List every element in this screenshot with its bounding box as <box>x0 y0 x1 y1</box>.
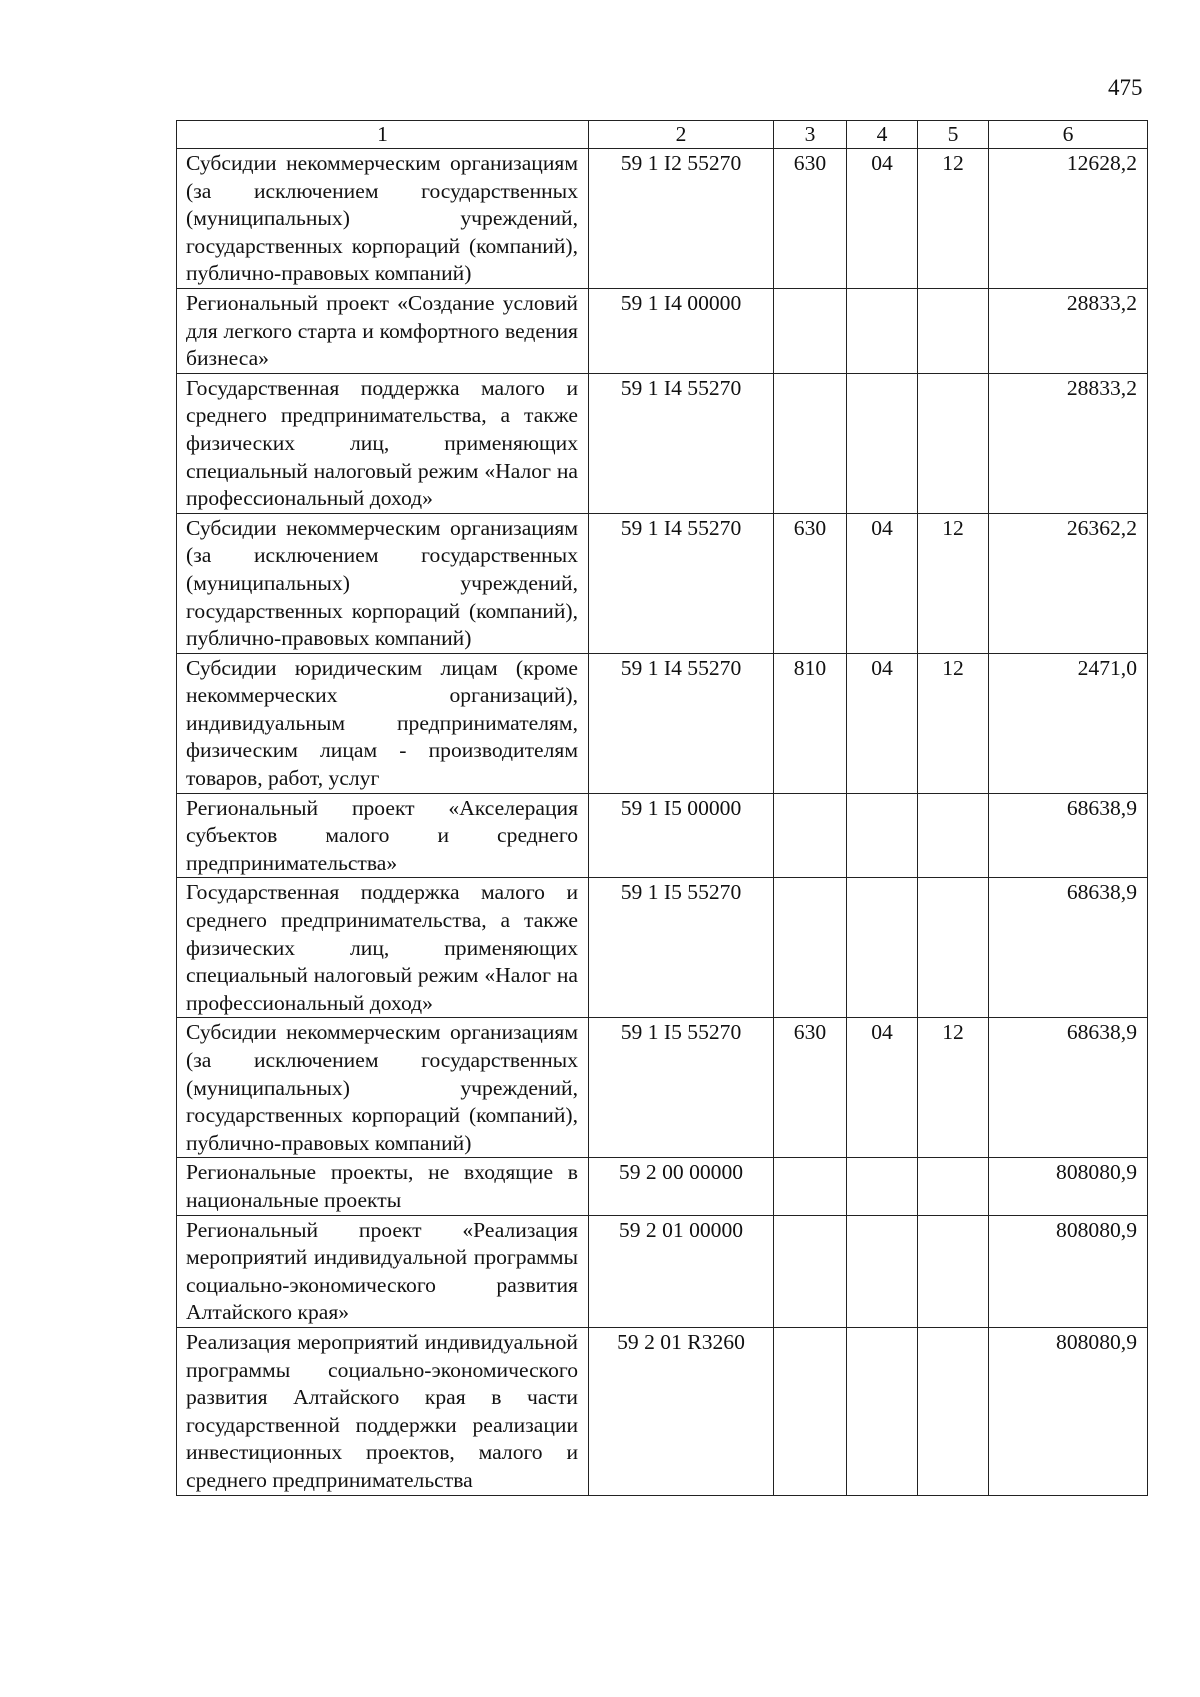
table-row <box>177 793 1148 878</box>
row-code: 59 1 I5 55270 <box>589 878 774 1018</box>
row-col4: 04 <box>847 1018 918 1158</box>
row-col3 <box>774 1215 847 1327</box>
row-col3: 630 <box>774 513 847 653</box>
row-col3 <box>774 373 847 513</box>
row-code: 59 2 01 00000 <box>589 1215 774 1327</box>
row-col4 <box>847 1327 918 1495</box>
table-row <box>177 288 1148 373</box>
row-col5 <box>918 878 989 1018</box>
table-row <box>177 373 1148 513</box>
budget-table <box>176 120 1148 1496</box>
row-amount: 808080,9 <box>989 1327 1148 1495</box>
row-amount: 26362,2 <box>989 513 1148 653</box>
row-amount: 808080,9 <box>989 1158 1148 1215</box>
row-col3: 810 <box>774 653 847 793</box>
table-row <box>177 878 1148 1018</box>
row-col4 <box>847 1215 918 1327</box>
row-name: Региональные проекты, не входящие в национальные проекты <box>177 1158 589 1215</box>
row-col4 <box>847 1158 918 1215</box>
row-code: 59 1 I4 55270 <box>589 373 774 513</box>
table-row <box>177 1018 1148 1158</box>
row-code: 59 1 I2 55270 <box>589 149 774 289</box>
column-header: 3 <box>774 121 847 149</box>
table-row <box>177 513 1148 653</box>
row-amount: 68638,9 <box>989 1018 1148 1158</box>
row-col4: 04 <box>847 653 918 793</box>
table-row <box>177 653 1148 793</box>
row-name: Субсидии юридическим лицам (кроме некоммерческих организаций), индивидуальным предпринимателям, физическим лицам - производителям товаров, работ, услуг <box>177 653 589 793</box>
row-code: 59 1 I4 00000 <box>589 288 774 373</box>
row-col3 <box>774 793 847 878</box>
table-header <box>177 121 1148 149</box>
column-header: 6 <box>989 121 1148 149</box>
row-col5: 12 <box>918 149 989 289</box>
column-header: 1 <box>177 121 589 149</box>
row-amount: 28833,2 <box>989 373 1148 513</box>
column-header: 5 <box>918 121 989 149</box>
row-col5 <box>918 373 989 513</box>
row-col5: 12 <box>918 513 989 653</box>
table-row <box>177 1158 1148 1215</box>
column-header: 2 <box>589 121 774 149</box>
row-col4 <box>847 288 918 373</box>
row-amount: 28833,2 <box>989 288 1148 373</box>
row-col5: 12 <box>918 653 989 793</box>
row-code: 59 1 I5 00000 <box>589 793 774 878</box>
page-number: 475 <box>1108 75 1143 100</box>
row-col5 <box>918 793 989 878</box>
header-row <box>177 121 1148 149</box>
row-col3 <box>774 878 847 1018</box>
row-name: Государственная поддержка малого и среднего предпринимательства, а также физических лиц, применяющих специальный налоговый режим «Налог на профессиональный доход» <box>177 878 589 1018</box>
row-name: Субсидии некоммерческим организациям (за исключением государственных (муниципальных) учреждений, государственных корпораций (компаний), публично-правовых компаний) <box>177 513 589 653</box>
row-name: Субсидии некоммерческим организациям (за исключением государственных (муниципальных) учреждений, государственных корпораций (компаний), публично-правовых компаний) <box>177 149 589 289</box>
row-name: Региональный проект «Создание условий для легкого старта и комфортного ведения бизнеса» <box>177 288 589 373</box>
column-header: 4 <box>847 121 918 149</box>
row-name: Региональный проект «Реализация мероприятий индивидуальной программы социально-экономического развития Алтайского края» <box>177 1215 589 1327</box>
row-col5: 12 <box>918 1018 989 1158</box>
row-col3 <box>774 1158 847 1215</box>
row-name: Субсидии некоммерческим организациям (за исключением государственных (муниципальных) учреждений, государственных корпораций (компаний), публично-правовых компаний) <box>177 1018 589 1158</box>
row-name: Государственная поддержка малого и среднего предпринимательства, а также физических лиц, применяющих специальный налоговый режим «Налог на профессиональный доход» <box>177 373 589 513</box>
table-row <box>177 1327 1148 1495</box>
row-col4 <box>847 878 918 1018</box>
row-col4 <box>847 373 918 513</box>
table-row <box>177 1215 1148 1327</box>
row-col5 <box>918 1327 989 1495</box>
row-name: Региональный проект «Акселерация субъектов малого и среднего предпринимательства» <box>177 793 589 878</box>
row-col3 <box>774 288 847 373</box>
row-code: 59 1 I5 55270 <box>589 1018 774 1158</box>
row-col5 <box>918 1158 989 1215</box>
row-code: 59 1 I4 55270 <box>589 653 774 793</box>
table-body <box>177 149 1148 1496</box>
row-col5 <box>918 288 989 373</box>
row-col3: 630 <box>774 149 847 289</box>
row-name: Реализация мероприятий индивидуальной программы социально-экономического развития Алтайского края в части государственной поддержки реализации инвестиционных проектов, малого и среднего предпринимательства <box>177 1327 589 1495</box>
row-code: 59 2 01 R3260 <box>589 1327 774 1495</box>
row-col3 <box>774 1327 847 1495</box>
row-col4: 04 <box>847 149 918 289</box>
row-col3: 630 <box>774 1018 847 1158</box>
row-col5 <box>918 1215 989 1327</box>
row-amount: 2471,0 <box>989 653 1148 793</box>
row-amount: 808080,9 <box>989 1215 1148 1327</box>
row-code: 59 2 00 00000 <box>589 1158 774 1215</box>
row-amount: 68638,9 <box>989 793 1148 878</box>
row-amount: 68638,9 <box>989 878 1148 1018</box>
table-row <box>177 149 1148 289</box>
row-code: 59 1 I4 55270 <box>589 513 774 653</box>
row-amount: 12628,2 <box>989 149 1148 289</box>
row-col4: 04 <box>847 513 918 653</box>
row-col4 <box>847 793 918 878</box>
